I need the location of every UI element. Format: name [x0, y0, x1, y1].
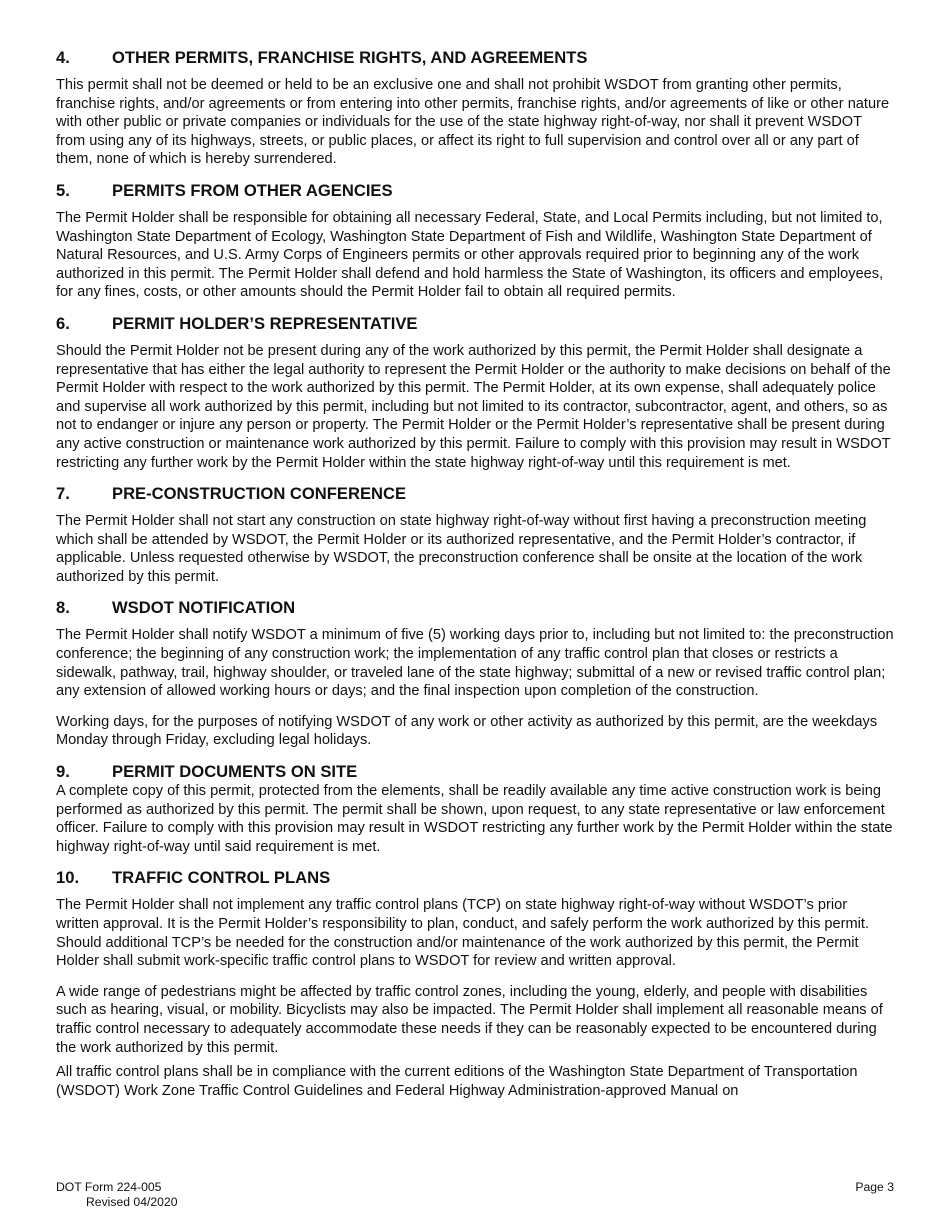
- page-number: Page 3: [855, 1180, 894, 1194]
- section-number: 6.: [56, 313, 70, 333]
- section-paragraph: All traffic control plans shall be in compliance with the current editions of the Washington State Department of Transportation (WSDOT) Work Zone Traffic Control Guidelines and Federal Highway Administration-approved Manual on: [56, 1064, 858, 1099]
- form-number: DOT Form 224-005: [56, 1180, 162, 1194]
- section-7: [56, 484, 894, 586]
- section-heading: [56, 484, 894, 504]
- section-heading: [56, 868, 894, 888]
- section-heading: [56, 598, 894, 618]
- section-5: [56, 181, 894, 302]
- section-4: [56, 48, 894, 169]
- section-paragraph: The Permit Holder shall be responsible for obtaining all necessary Federal, State, and Local Permits including, but not limited to, Washington State Department of Ecology, Washington State Department of Fish and Wildlife, Washington State Department of Natural Resources, and U.S. Army Corps of Engineers permits or other approvals required prior to beginning any of the work authorized in this permit. The Permit Holder shall defend and hold harmless the State of Washington, its officers and employees, for any fines, costs, or other amounts should the Permit Holder fail to obtain all required permits.: [56, 209, 884, 301]
- section-9: [56, 762, 894, 856]
- section-paragraph: The Permit Holder shall notify WSDOT a minimum of five (5) working days prior to, including but not limited to: the preconstruction conference; the beginning of any construction work; the implementation of any traffic control plan that closes or restricts a sidewalk, pathway, trail, highway shoulder, or traveled lane of the state highway; submittal of a new or revised traffic control plan; any extension of allowed working hours or days; and the final inspection upon completion of the construction.: [56, 627, 894, 700]
- section-heading: [56, 181, 894, 201]
- document-page: [56, 48, 894, 1112]
- section-number: 9.: [56, 762, 70, 782]
- section-number: 10.: [56, 868, 80, 888]
- section-8: [56, 598, 894, 750]
- section-title: TRAFFIC CONTROL PLANS: [112, 868, 331, 888]
- section-number: 4.: [56, 48, 70, 67]
- section-title: PERMIT DOCUMENTS ON SITE: [112, 762, 358, 782]
- section-paragraph: Should the Permit Holder not be present during any of the work authorized by this permit, the Permit Holder shall designate a representative that has either the legal authority to represent the Permit Holder or the authority to make decisions on behalf of the Permit Holder with respect to the work authorized by this permit. The Permit Holder, at its own expense, shall adequately police and supervise all work authorized by this permit, including but not limited to its contractor, subcontractor, agent, and others, so as not to endanger or injure any person or property. The Permit Holder or the Permit Holder’s representative shall be present during any active construction or maintenance work authorized by this permit. Failure to comply with this provision may result in WSDOT restricting any further work by the Permit Holder within the state highway right-of-way until this requirement is met.: [56, 342, 891, 471]
- section-title: WSDOT NOTIFICATION: [112, 598, 296, 618]
- section-paragraph: Working days, for the purposes of notifying WSDOT of any work or other activity as authorized by this permit, are the weekdays Monday through Friday, excluding legal holidays.: [56, 713, 878, 749]
- section-paragraph: A wide range of pedestrians might be affected by traffic control zones, including the young, elderly, and people with disabilities such as hearing, visual, or mobility. Bicyclists may also be impacted. The Permit Holder shall implement all reasonable means of traffic control necessary to adequately accommodate these needs if they can be reasonably expected to be encountered during the work authorized by this permit.: [56, 983, 883, 1056]
- section-paragraph: This permit shall not be deemed or held to be an exclusive one and shall not prohibit WSDOT from granting other permits, franchise rights, and/or agreements or from entering into other permits, franchise rights, and/or agreements of like or other nature with other public or private companies or individuals for the use of the state highway right-of-way, nor shall it prevent WSDOT from using any of its highways, streets, or public places, or affect its right to full supervision and control over all or any part of them, none of which is hereby surrendered.: [56, 77, 890, 168]
- section-6: [56, 314, 894, 472]
- section-title: PRE-CONSTRUCTION CONFERENCE: [112, 484, 407, 504]
- section-heading: [56, 48, 894, 68]
- section-paragraph: The Permit Holder shall not start any construction on state highway right-of-way without first having a preconstruction meeting which shall be attended by WSDOT, the Permit Holder or its authorized representative, and the Permit Holder’s contractor, if applicable. Unless requested otherwise by WSDOT, the preconstruction conference shall be onsite at the location of the work authorized by this permit.: [56, 513, 867, 585]
- section-title: PERMITS FROM OTHER AGENCIES: [112, 180, 393, 200]
- section-title: PERMIT HOLDER’S REPRESENTATIVE: [112, 313, 418, 333]
- section-title: OTHER PERMITS, FRANCHISE RIGHTS, AND AGREEMENTS: [112, 48, 588, 67]
- section-10: [56, 868, 894, 1100]
- section-number: 5.: [56, 180, 70, 200]
- section-number: 8.: [56, 598, 70, 618]
- section-number: 7.: [56, 484, 70, 504]
- section-paragraph: The Permit Holder shall not implement any traffic control plans (TCP) on state highway right-of-way without WSDOT’s prior written approval. It is the Permit Holder’s responsibility to plan, conduct, and safely perform the work authorized by this permit. Should additional TCP’s be needed for the construction and/or maintenance of the work authorized by this permit, the Permit Holder shall submit work-specific traffic control plans to WSDOT for review and written approval.: [56, 897, 870, 970]
- revision-date: Revised 04/2020: [86, 1195, 178, 1209]
- section-heading: [56, 314, 894, 334]
- section-paragraph: A complete copy of this permit, protected from the elements, shall be readily available any time active construction work is being performed as authorized by this permit. The permit shall be shown, upon request, to any state representative or law enforcement officer. Failure to comply with this provision may result in WSDOT restricting any further work by the Permit Holder within the state highway right-of-way until said requirement is met.: [56, 783, 893, 855]
- page-footer: [56, 1180, 894, 1210]
- section-heading: [56, 762, 894, 782]
